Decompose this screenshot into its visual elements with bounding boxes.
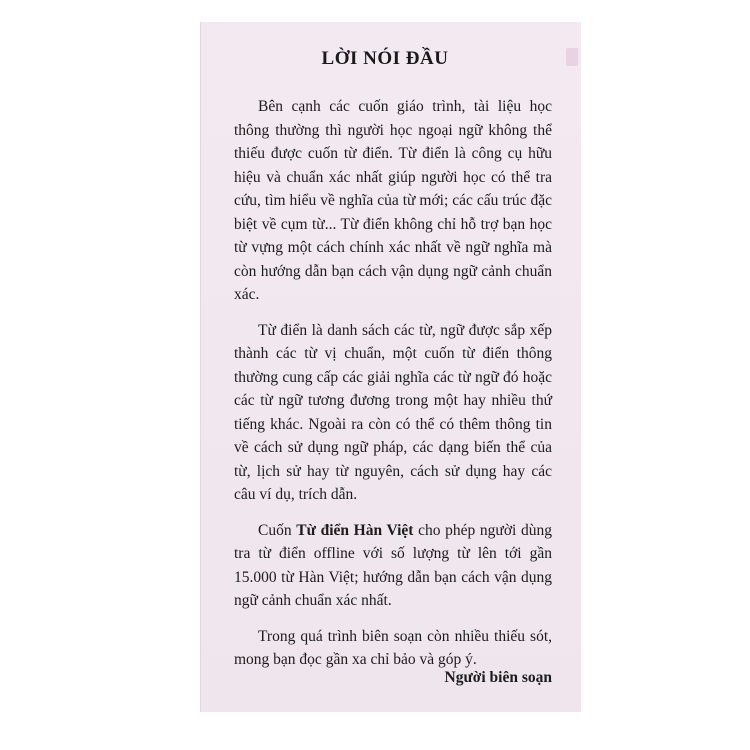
page-title: LỜI NÓI ĐẦU [321, 48, 449, 69]
paragraph-1: Bên cạnh các cuốn giáo trình, tài liệu học thông thường thì người học ngoại ngữ không thể thiếu được cuốn từ điển. Từ điển là công cụ hữu hiệu và chuẩn xác nhất giúp người học có thể tra cứu, tìm hiểu về nghĩa của từ mới; các cấu trúc đặc biệt về cụm từ... Từ điển không chỉ hỗ trợ bạn học từ vựng một cách chính xác nhất về ngữ nghĩa mà còn hướng dẫn bạn cách vận dụng ngữ cảnh chuẩn xác. [234, 98, 552, 303]
paragraph-4: Trong quá trình biên soạn còn nhiều thiếu sót, mong bạn đọc gần xa chỉ bảo và góp ý. [234, 627, 552, 668]
paragraph-3-end: cho phép người dùng tra từ điển offline với số lượng từ lên tới gần 15.000 từ Hàn Việt; hướng dẫn bạn cách vận dụng ngữ cảnh chuẩn xác nhất. [234, 521, 552, 609]
paragraph-3 [234, 519, 552, 613]
book-title: Từ điển Hàn Việt [296, 521, 414, 539]
preface-body [234, 95, 552, 672]
paragraph-3-start: Cuốn [258, 521, 297, 539]
paragraph-2: Từ điển là danh sách các từ, ngữ được sắp xếp thành các từ vị chuẩn, một cuốn từ điển thông thường cung cấp các giải nghĩa các từ ngữ đó hoặc các từ ngữ tương đương trong một hay nhiều thứ tiếng khác. Ngoài ra còn có thể có thêm thông tin về cách sử dụng ngữ pháp, các dạng biến thể của từ, lịch sử hay từ nguyên, cách sử dụng hay các câu ví dụ, trích dẫn. [234, 321, 552, 503]
author-signature: Người biên soạn [444, 669, 552, 686]
